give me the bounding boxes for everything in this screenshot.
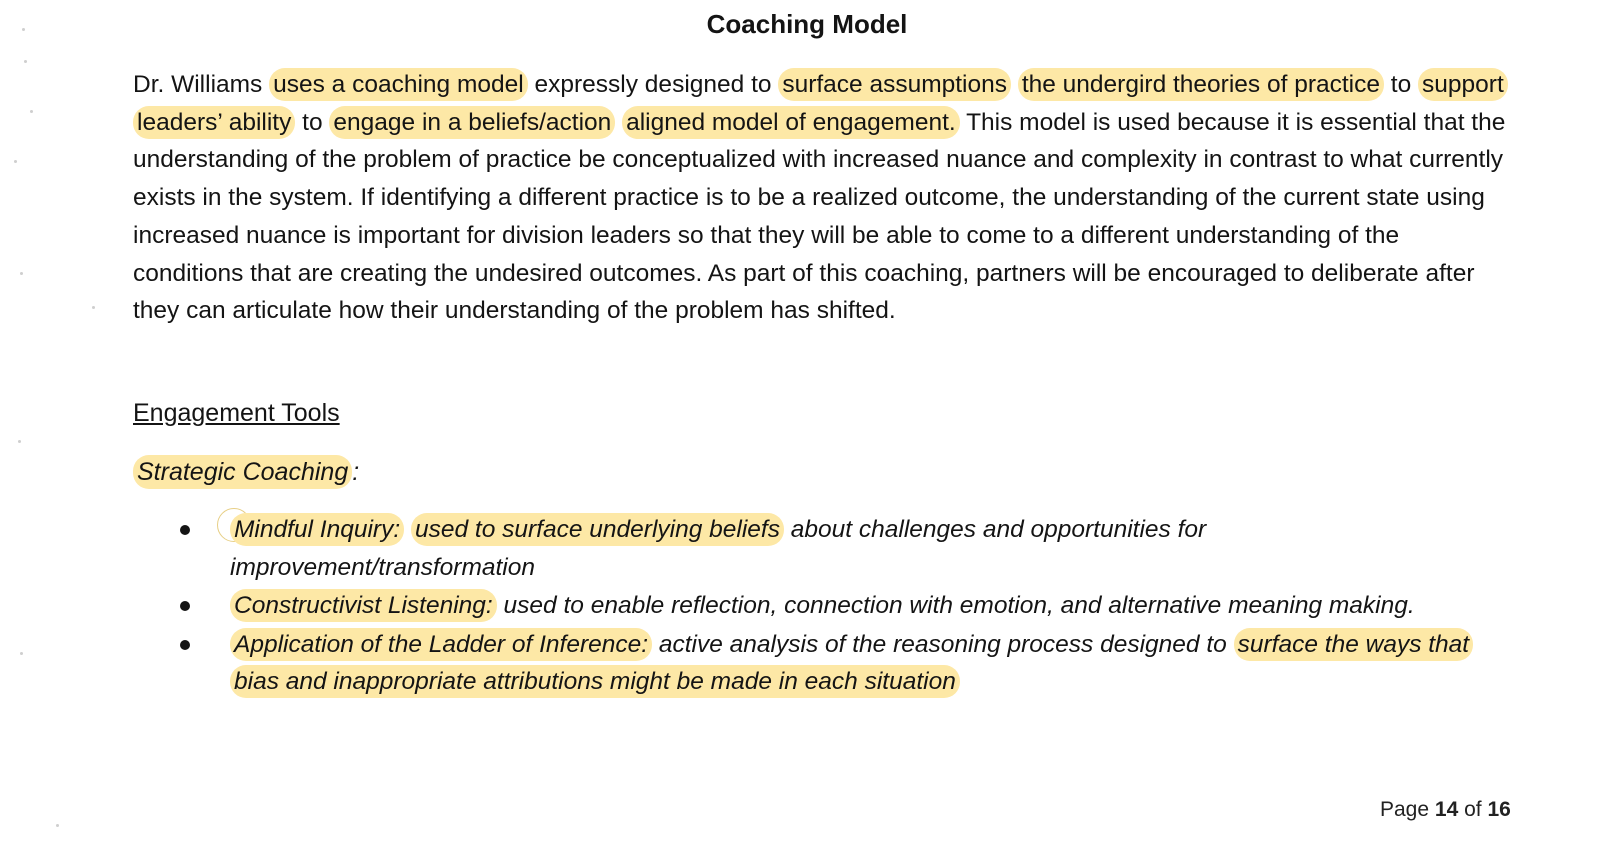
highlighted-text: support leaders’ ability (133, 68, 1508, 139)
scan-speck (20, 272, 23, 275)
text-run: : (352, 458, 360, 486)
scan-speck (22, 28, 25, 31)
list-item (180, 587, 1510, 625)
text-run: This model is used because it is essential that the understanding of the problem of practice be conceptualized with increased nuance and complexity in contrast to what currently exists in the system. If identifying a different practice is to be a realized outcome, the understanding of the current state using increased nuance is important for division leaders so that they will be able to come to a different understanding of the conditions that are creating the undesired outcomes. As part of this coaching, partners will be encouraged to deliberate after they can articulate how their understanding of the problem has shifted. (133, 108, 1506, 325)
scan-speck (18, 440, 21, 443)
text-run: Dr. Williams (133, 71, 270, 98)
scan-speck (14, 160, 17, 163)
text-run: to (1384, 71, 1419, 98)
scan-speck (30, 110, 33, 113)
scan-speck (24, 60, 27, 63)
scan-speck (56, 824, 59, 827)
text-run (404, 516, 411, 543)
text-run (1011, 71, 1018, 98)
bullet-text: about challenges and opportunities for improvement/transformation (230, 516, 1207, 581)
page-number (1380, 796, 1511, 824)
body-paragraph (133, 66, 1513, 330)
page-of: of (1458, 798, 1488, 821)
bullet-dot-icon (180, 601, 190, 611)
highlighted-text: surface the ways that bias and inappropriate attributions might be made in each situation (230, 628, 1473, 699)
highlighted-text: engage in a beliefs/action (329, 106, 615, 139)
bullet-term: Application of the Ladder of Inference: (230, 628, 652, 661)
bullet-text: active analysis of the reasoning process designed to (652, 630, 1234, 658)
section-heading: Engagement Tools (133, 399, 340, 427)
list-item (180, 626, 1510, 701)
page-prefix: Page (1380, 798, 1435, 821)
list-item (180, 511, 1510, 586)
scan-speck (20, 652, 23, 655)
bullet-list (180, 511, 1510, 702)
bullet-dot-icon (180, 525, 190, 535)
highlighted-text: the undergird theories of practice (1018, 68, 1384, 101)
highlighted-text: Strategic Coaching (133, 455, 352, 489)
current-page: 14 (1434, 798, 1459, 821)
highlighted-text: used to surface underlying beliefs (411, 513, 784, 546)
bullet-dot-icon (180, 640, 190, 650)
total-pages: 16 (1487, 798, 1511, 821)
scan-speck (92, 306, 95, 309)
highlighted-text: surface assumptions (778, 68, 1011, 101)
bullet-term: Constructivist Listening: (230, 589, 497, 622)
highlighted-text: aligned model of engagement. (622, 106, 960, 139)
bullet-term: Mindful Inquiry: (230, 513, 404, 546)
highlighted-text: uses a coaching model (269, 68, 528, 101)
text-run: to (295, 108, 330, 136)
bullet-text: used to enable reflection, connection with emotion, and alternative meaning making. (496, 592, 1415, 619)
page-title: Coaching Model (706, 9, 908, 39)
sub-heading (133, 455, 359, 489)
text-run: expressly designed to (527, 71, 779, 98)
